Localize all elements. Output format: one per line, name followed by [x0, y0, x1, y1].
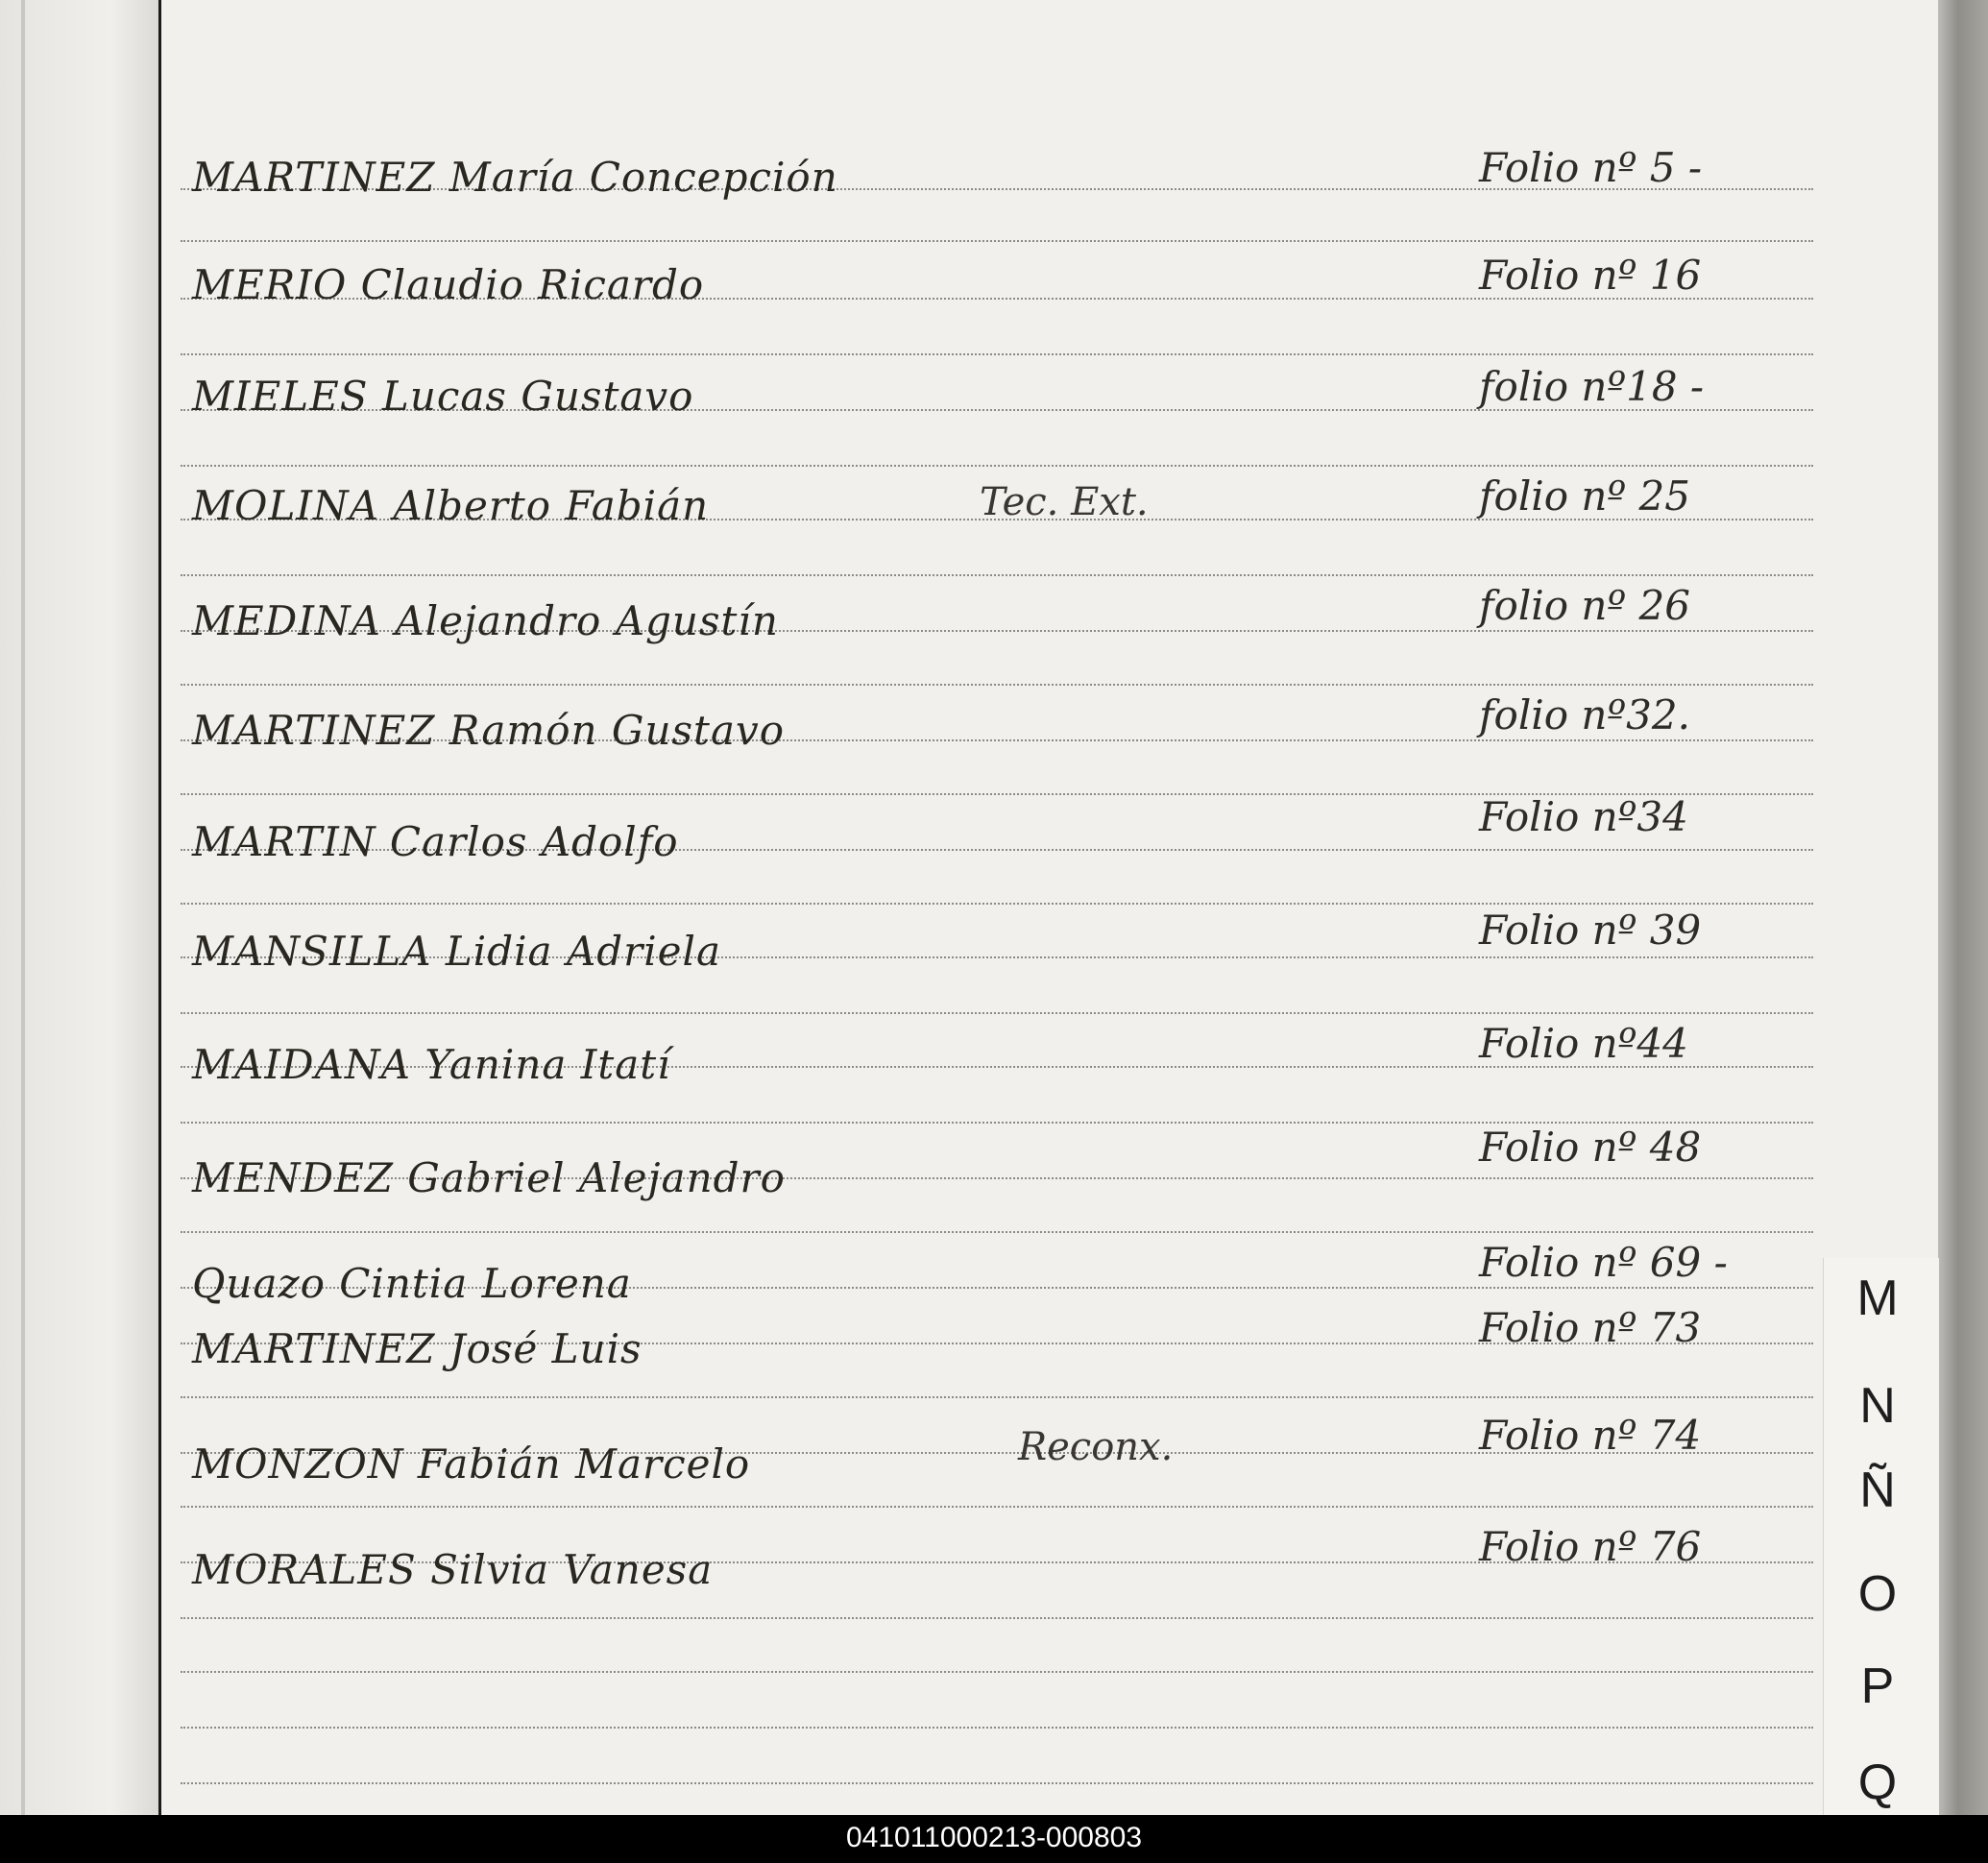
- entry-folio: folio nº32.: [1479, 691, 1690, 738]
- ruled-line: [181, 684, 1813, 686]
- entry-folio: Folio nº 69 -: [1479, 1239, 1728, 1286]
- entry-folio: folio nº 25: [1479, 472, 1690, 520]
- page-edge-shadow: [1938, 0, 1988, 1815]
- ruled-line: [181, 903, 1813, 905]
- entry-note: Reconx.: [1018, 1425, 1174, 1469]
- page-fold-line: [21, 0, 25, 1815]
- ruled-line: [181, 1671, 1813, 1673]
- index-tab-enye: Ñ: [1859, 1463, 1896, 1518]
- entry-name: MAIDANA Yanina Itatí: [192, 1041, 671, 1088]
- entry-name: MONZON Fabián Marcelo: [192, 1440, 751, 1488]
- entry-name: MANSILLA Lidia Adriela: [192, 928, 721, 975]
- ruled-line: [181, 1782, 1813, 1784]
- entry-folio: Folio nº 74: [1479, 1412, 1702, 1459]
- entry-name: MARTIN Carlos Adolfo: [192, 818, 679, 865]
- entry-name: MERIO Claudio Ricardo: [192, 261, 705, 308]
- ruled-line: [181, 1231, 1813, 1233]
- ruled-line: [181, 240, 1813, 242]
- index-tab-o: O: [1857, 1566, 1898, 1622]
- entry-name: Quazo Cintia Lorena: [192, 1260, 632, 1307]
- alphabet-index-tabs: [1823, 1258, 1939, 1815]
- ruled-line: [181, 1506, 1813, 1508]
- ruled-line: [181, 1727, 1813, 1729]
- ruled-line: [181, 574, 1813, 576]
- index-tab-m: M: [1856, 1270, 1899, 1326]
- index-tab-q: Q: [1857, 1754, 1898, 1810]
- entry-folio: Folio nº 5 -: [1479, 144, 1703, 191]
- entry-folio: Folio nº44: [1479, 1020, 1688, 1067]
- document-id: 041011000213-000803: [845, 1822, 1143, 1853]
- entry-name: MIELES Lucas Gustavo: [192, 373, 694, 420]
- entry-folio: folio nº18 -: [1479, 363, 1705, 410]
- entry-name: MEDINA Alejandro Agustín: [192, 597, 779, 644]
- entry-folio: Folio nº 16: [1479, 252, 1702, 299]
- ruled-line: [181, 1012, 1813, 1014]
- ruled-line: [181, 353, 1813, 355]
- entry-name: MARTINEZ Ramón Gustavo: [192, 707, 785, 754]
- entry-note: Tec. Ext.: [980, 480, 1149, 524]
- entry-folio: Folio nº 48: [1479, 1124, 1702, 1171]
- ruled-line: [181, 1617, 1813, 1619]
- entry-folio: Folio nº34: [1479, 793, 1688, 840]
- entry-folio: Folio nº 73: [1479, 1304, 1702, 1351]
- entry-name: MARTINEZ María Concepción: [192, 154, 838, 201]
- ruled-line: [181, 1396, 1813, 1398]
- entry-name: MENDEZ Gabriel Alejandro: [192, 1154, 786, 1201]
- entry-name: MARTINEZ José Luis: [192, 1325, 642, 1372]
- entry-folio: folio nº 26: [1479, 582, 1690, 629]
- ruled-line: [181, 465, 1813, 467]
- entry-name: MOLINA Alberto Fabián: [192, 482, 710, 529]
- index-tab-n: N: [1859, 1378, 1896, 1434]
- entry-name: MORALES Silvia Vanesa: [192, 1546, 714, 1593]
- index-tab-p: P: [1860, 1658, 1895, 1714]
- entry-folio: Folio nº 39: [1479, 907, 1702, 954]
- entry-folio: Folio nº 76: [1479, 1523, 1702, 1570]
